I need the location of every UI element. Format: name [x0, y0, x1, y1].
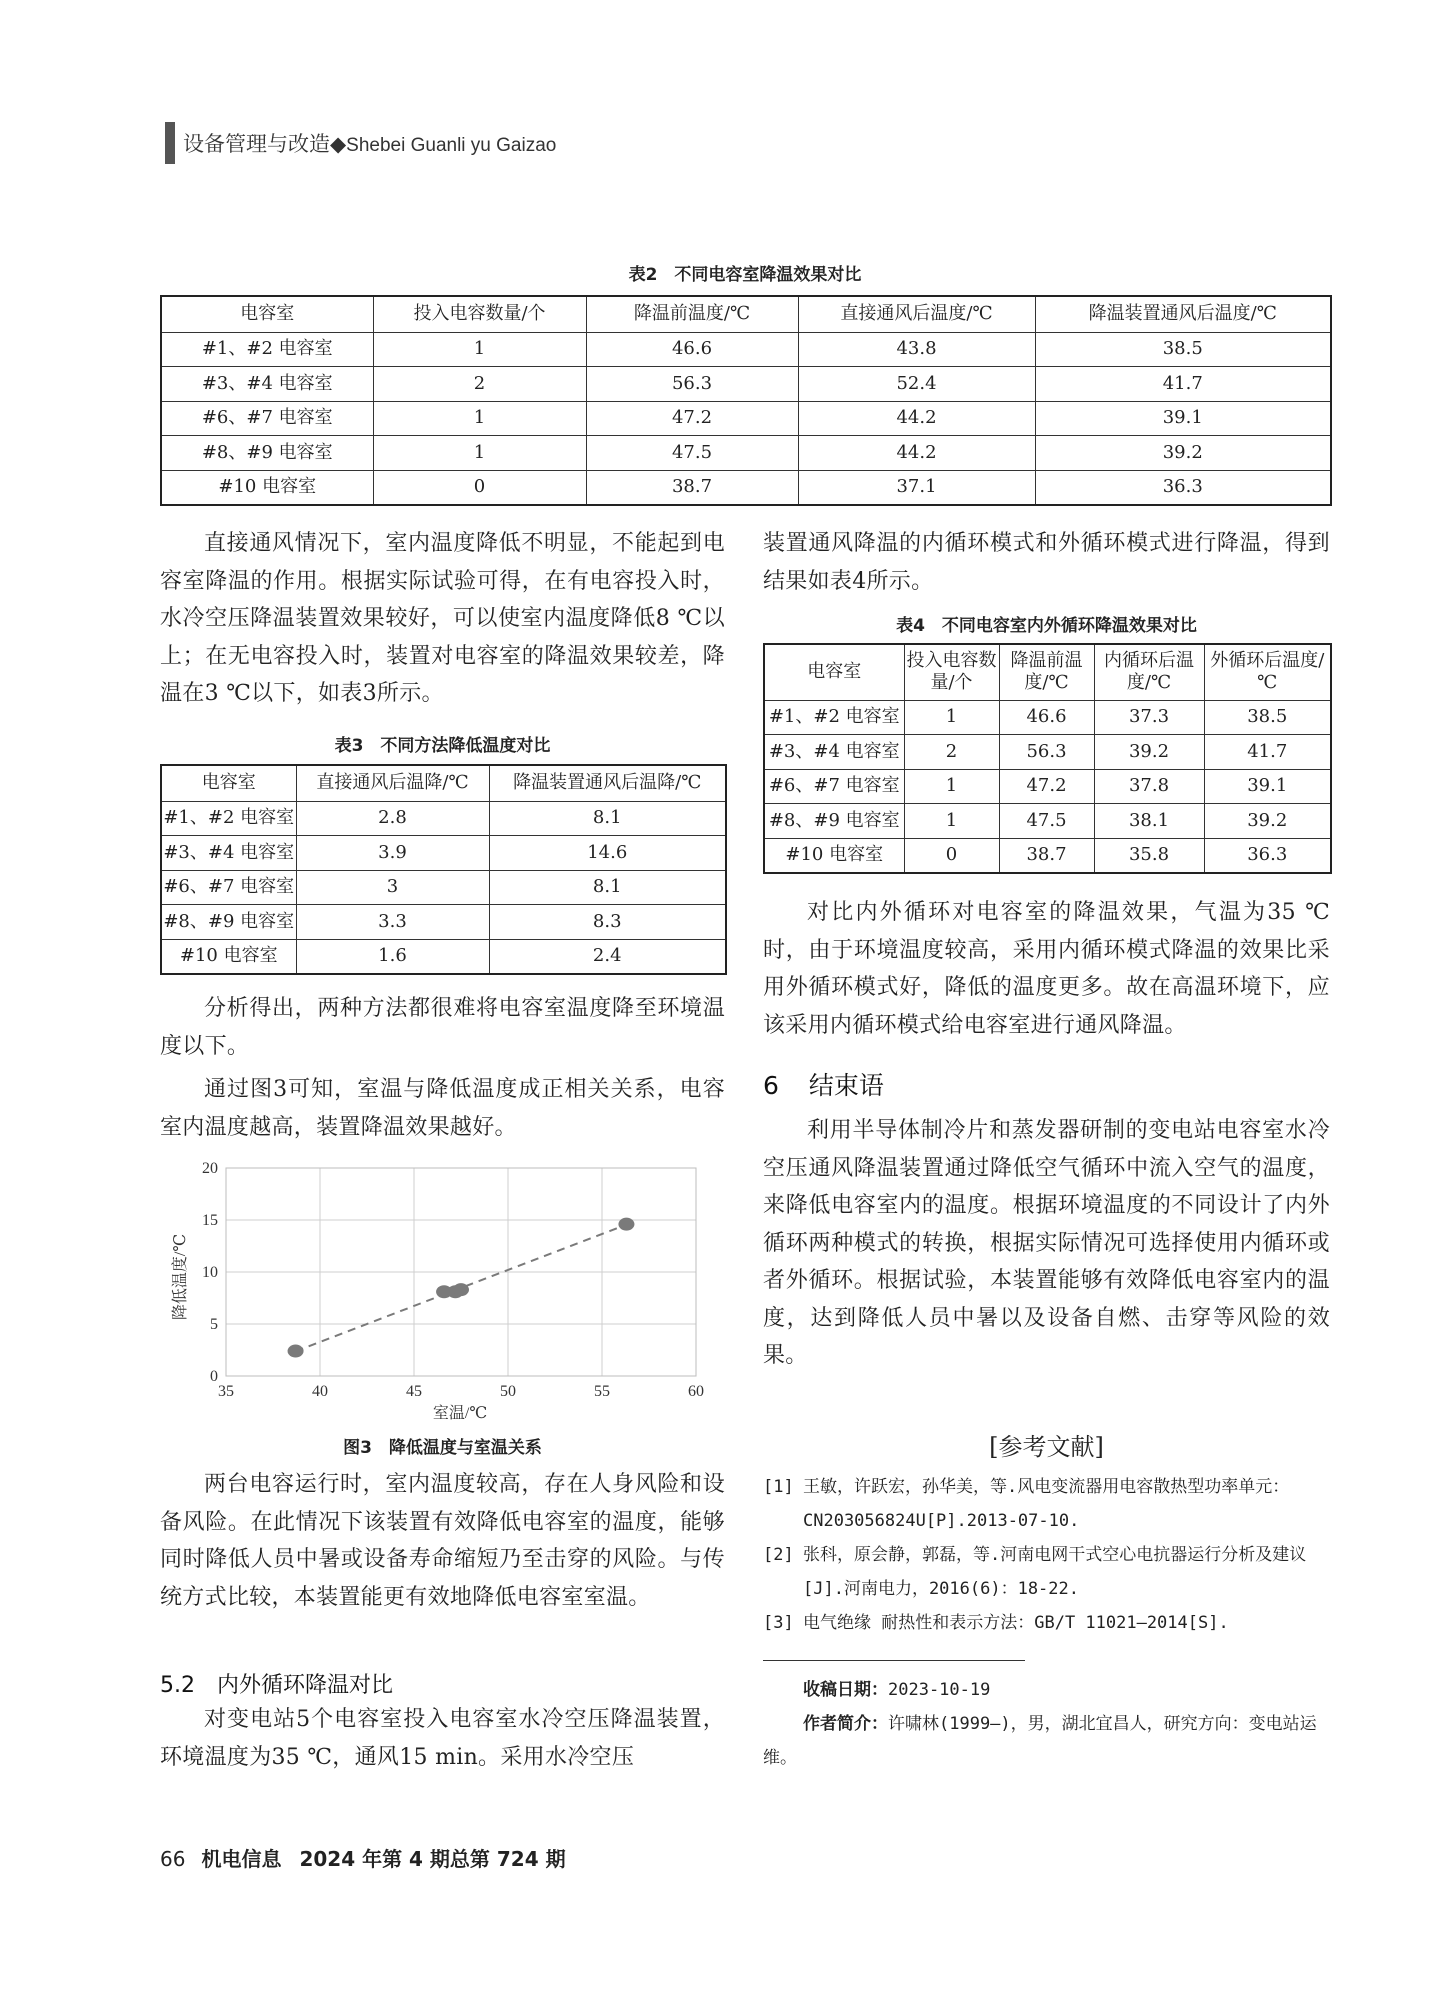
- received-label: 收稿日期：: [803, 1680, 888, 1700]
- table-cell: 47.5: [999, 804, 1094, 839]
- table-cell: 3.9: [296, 836, 489, 871]
- reference-item: [763, 1470, 1330, 1538]
- table-row: [161, 470, 1331, 505]
- table-header-cell: 投入电容数量/个: [904, 644, 999, 700]
- x-tick-label: 35: [218, 1383, 234, 1400]
- table-cell: 39.1: [1035, 401, 1331, 436]
- table-cell: 39.1: [1204, 769, 1331, 804]
- table-cell: 38.5: [1204, 700, 1331, 735]
- table-cell: 36.3: [1204, 838, 1331, 873]
- left-paragraph-5-text: 对变电站5个电容室投入电容室水冷空压降温装置，环境温度为35 ℃，通风15 min。采用水冷空压: [160, 1707, 725, 1770]
- left-paragraph-2-text: 分析得出，两种方法都很难将电容室温度降至环境温度以下。: [160, 996, 725, 1059]
- table-cell: 44.2: [798, 401, 1035, 436]
- table-cell: 3: [296, 870, 489, 905]
- footnote-divider: [763, 1660, 1025, 1661]
- section-5-2-number: 5.2: [160, 1673, 195, 1698]
- table-header-row: [161, 296, 1331, 332]
- table-cell: #1、#2 电容室: [764, 700, 904, 735]
- right-paragraph-3: [763, 1112, 1330, 1375]
- table-header-cell: 降温装置通风后温降/℃: [489, 765, 726, 801]
- x-tick-label: 50: [500, 1383, 516, 1400]
- reference-text: 张科，原会静，郭磊，等.河南电网干式空心电抗器运行分析及建议[J].河南电力，2016(6)：18-22.: [803, 1545, 1307, 1599]
- table-row: [161, 905, 726, 940]
- reference-item: [763, 1538, 1330, 1606]
- table-cell: #8、#9 电容室: [161, 905, 296, 940]
- table4: [763, 643, 1332, 874]
- table-cell: 1: [904, 804, 999, 839]
- table3-caption: 表3 不同方法降低温度对比: [334, 736, 551, 756]
- table-cell: #3、#4 电容室: [161, 367, 373, 402]
- reference-number: [1]: [763, 1477, 794, 1497]
- right-paragraph-1: [763, 525, 1330, 600]
- table2: [160, 295, 1332, 506]
- left-paragraph-3-text: 通过图3可知，室温与降低温度成正相关关系，电容室内温度越高，装置降温效果越好。: [160, 1077, 725, 1140]
- y-tick-label: 0: [210, 1368, 218, 1385]
- table-cell: #3、#4 电容室: [764, 735, 904, 770]
- table-cell: 35.8: [1094, 838, 1204, 873]
- left-paragraph-4: [160, 1466, 725, 1616]
- table-header-cell: 降温前温度/℃: [999, 644, 1094, 700]
- left-paragraph-1-text: 直接通风情况下，室内温度降低不明显，不能起到电容室降温的作用。根据实际试验可得，在有电容投入时，水冷空压降温装置效果较好，可以使室内温度降低8 ℃以上；在无电容投入时，装置对电容室的降温效果较差，降温在3 ℃以下，如表3所示。: [160, 531, 725, 706]
- table-cell: 39.2: [1094, 735, 1204, 770]
- footnotes: [763, 1673, 1330, 1775]
- header-separator: ◆: [330, 132, 347, 156]
- references-title: [参考文献]: [989, 1433, 1104, 1461]
- table-cell: 2.4: [489, 939, 726, 974]
- table-header-cell: 降温装置通风后温度/℃: [1035, 296, 1331, 332]
- table4-caption: 表4 不同电容室内外循环降温效果对比: [896, 616, 1197, 636]
- right-paragraph-1-text: 装置通风降温的内循环模式和外循环模式进行降温，得到结果如表4所示。: [763, 531, 1330, 594]
- table-cell: 46.6: [586, 332, 798, 367]
- table-header-cell: 电容室: [161, 765, 296, 801]
- table-cell: 1: [373, 436, 586, 471]
- data-point: [288, 1345, 304, 1358]
- table-cell: #3、#4 电容室: [161, 836, 296, 871]
- table-header-row: [161, 765, 726, 801]
- left-paragraph-2: [160, 990, 725, 1065]
- section-6-title: 结束语: [808, 1071, 884, 1100]
- table-cell: 37.3: [1094, 700, 1204, 735]
- y-tick-label: 15: [202, 1212, 218, 1229]
- table-cell: #8、#9 电容室: [161, 436, 373, 471]
- table-cell: 36.3: [1035, 470, 1331, 505]
- page-number: 66: [160, 1847, 186, 1871]
- chart-x-ticks: [218, 1383, 704, 1400]
- table-cell: #6、#7 电容室: [764, 769, 904, 804]
- table-cell: 8.1: [489, 870, 726, 905]
- table3: [160, 764, 727, 975]
- table-cell: 37.1: [798, 470, 1035, 505]
- header-en: Shebei Guanli yu Gaizao: [346, 135, 557, 156]
- table-cell: 46.6: [999, 700, 1094, 735]
- table-cell: 52.4: [798, 367, 1035, 402]
- table-cell: 1.6: [296, 939, 489, 974]
- table-cell: 14.6: [489, 836, 726, 871]
- table-row: [161, 939, 726, 974]
- table-row: [161, 801, 726, 836]
- left-paragraph-5: [160, 1701, 725, 1776]
- table-cell: 0: [373, 470, 586, 505]
- table-header-cell: 外循环后温度/℃: [1204, 644, 1331, 700]
- table-cell: #10 电容室: [161, 939, 296, 974]
- table-row: [764, 735, 1331, 770]
- author-value: 许啸林(1999—)，男，湖北宜昌人，研究方向：变电站运维。: [763, 1714, 1317, 1768]
- chart-y-ticks: [202, 1160, 218, 1385]
- reference-text: 电气绝缘 耐热性和表示方法：GB/T 11021—2014[S].: [803, 1613, 1229, 1633]
- author-label: 作者简介：: [803, 1714, 888, 1734]
- table-cell: 38.1: [1094, 804, 1204, 839]
- section-5-2-heading: [160, 1668, 393, 1699]
- issue-info: 2024 年第 4 期总第 724 期: [299, 1847, 566, 1871]
- left-paragraph-1: [160, 525, 725, 713]
- table-cell: 8.1: [489, 801, 726, 836]
- data-point: [618, 1218, 634, 1231]
- author-bio: [763, 1707, 1330, 1775]
- table-row: [161, 436, 1331, 471]
- table-cell: 44.2: [798, 436, 1035, 471]
- table-cell: 39.2: [1035, 436, 1331, 471]
- table-header-cell: 电容室: [161, 296, 373, 332]
- table-cell: 1: [904, 769, 999, 804]
- table-cell: 38.7: [999, 838, 1094, 873]
- table-cell: #10 电容室: [161, 470, 373, 505]
- table-cell: 56.3: [999, 735, 1094, 770]
- y-tick-label: 5: [210, 1316, 218, 1333]
- reference-number: [3]: [763, 1613, 794, 1633]
- table-cell: 41.7: [1204, 735, 1331, 770]
- table-cell: 1: [373, 332, 586, 367]
- table-cell: 43.8: [798, 332, 1035, 367]
- reference-item: [763, 1606, 1330, 1640]
- table-cell: 38.5: [1035, 332, 1331, 367]
- x-tick-label: 60: [688, 1383, 704, 1400]
- table-header-cell: 降温前温度/℃: [586, 296, 798, 332]
- y-tick-label: 20: [202, 1160, 218, 1177]
- table-header-cell: 投入电容数量/个: [373, 296, 586, 332]
- table-cell: 47.5: [586, 436, 798, 471]
- received-date: [763, 1673, 1330, 1707]
- table-cell: 3.3: [296, 905, 489, 940]
- table-cell: 39.2: [1204, 804, 1331, 839]
- table-cell: 47.2: [999, 769, 1094, 804]
- table-cell: 2: [373, 367, 586, 402]
- table-header-cell: 直接通风后温降/℃: [296, 765, 489, 801]
- received-value: 2023-10-19: [888, 1680, 991, 1700]
- section-5-2-title: 内外循环降温对比: [217, 1673, 394, 1698]
- header-bar: [165, 122, 175, 164]
- table-cell: 2: [904, 735, 999, 770]
- reference-number: [2]: [763, 1545, 794, 1565]
- table-header-row: [764, 644, 1331, 700]
- table-row: [764, 804, 1331, 839]
- table-cell: 38.7: [586, 470, 798, 505]
- right-paragraph-3-text: 利用半导体制冷片和蒸发器研制的变电站电容室水冷空压通风降温装置通过降低空气循环中流入空气的温度，来降低电容室内的温度。根据环境温度的不同设计了内外循环两种模式的转换，根据实际情况可选择使用内循环或者外循环。根据试验，本装置能够有效降低电容室内的温度，达到降低人员中暑以及设备自燃、击穿等风险的效果。: [763, 1118, 1330, 1368]
- reference-text: 王敏，许跃宏，孙华美，等.风电变流器用电容散热型功率单元：CN203056824U[P].2013-07-10.: [803, 1477, 1290, 1531]
- table-cell: 47.2: [586, 401, 798, 436]
- figure3-caption: 图3 降低温度与室温关系: [343, 1438, 542, 1458]
- table-row: [161, 367, 1331, 402]
- data-point: [453, 1283, 469, 1296]
- x-tick-label: 45: [406, 1383, 422, 1400]
- table-cell: 0: [904, 838, 999, 873]
- y-tick-label: 10: [202, 1264, 218, 1281]
- table-row: [161, 836, 726, 871]
- chart-y-axis-label: 降低温度/℃: [172, 1233, 189, 1321]
- table-cell: #6、#7 电容室: [161, 401, 373, 436]
- table-row: [161, 870, 726, 905]
- table-header-cell: 电容室: [764, 644, 904, 700]
- x-tick-label: 40: [312, 1383, 328, 1400]
- table-cell: 41.7: [1035, 367, 1331, 402]
- figure3-chart: [160, 1150, 725, 1425]
- table-cell: #1、#2 电容室: [161, 332, 373, 367]
- table-cell: 8.3: [489, 905, 726, 940]
- chart-x-axis-label: 室温/℃: [432, 1405, 488, 1422]
- table2-caption: 表2 不同电容室降温效果对比: [628, 265, 862, 285]
- table-cell: #10 电容室: [764, 838, 904, 873]
- references-list: [763, 1470, 1330, 1640]
- table-cell: 2.8: [296, 801, 489, 836]
- table-row: [161, 332, 1331, 367]
- right-paragraph-2: [763, 894, 1330, 1044]
- table-cell: #8、#9 电容室: [764, 804, 904, 839]
- left-paragraph-3: [160, 1071, 725, 1146]
- table-row: [161, 401, 1331, 436]
- section-6-number: 6: [763, 1071, 779, 1100]
- section-6-heading: [763, 1066, 884, 1102]
- table-row: [764, 838, 1331, 873]
- table-cell: 1: [904, 700, 999, 735]
- running-header: [183, 128, 556, 158]
- chart-points: [288, 1218, 635, 1358]
- table-row: [764, 700, 1331, 735]
- table-cell: 1: [373, 401, 586, 436]
- table-cell: 56.3: [586, 367, 798, 402]
- left-paragraph-4-text: 两台电容运行时，室内温度较高，存在人身风险和设备风险。在此情况下该装置有效降低电容室的温度，能够同时降低人员中暑或设备寿命缩短乃至击穿的风险。与传统方式比较，本装置能更有效地降低电容室室温。: [160, 1472, 725, 1610]
- journal-name: 机电信息: [201, 1847, 282, 1871]
- table-cell: #6、#7 电容室: [161, 870, 296, 905]
- table-row: [764, 769, 1331, 804]
- header-cn: 设备管理与改造: [183, 132, 330, 156]
- page-footer: [160, 1843, 566, 1872]
- table-header-cell: 内循环后温度/℃: [1094, 644, 1204, 700]
- table-header-cell: 直接通风后温度/℃: [798, 296, 1035, 332]
- table-cell: 37.8: [1094, 769, 1204, 804]
- right-paragraph-2-text: 对比内外循环对电容室的降温效果，气温为35 ℃时，由于环境温度较高，采用内循环模式降温的效果比采用外循环模式好，降低的温度更多。故在高温环境下，应该采用内循环模式给电容室进行通风降温。: [763, 900, 1330, 1038]
- x-tick-label: 55: [594, 1383, 610, 1400]
- table-cell: #1、#2 电容室: [161, 801, 296, 836]
